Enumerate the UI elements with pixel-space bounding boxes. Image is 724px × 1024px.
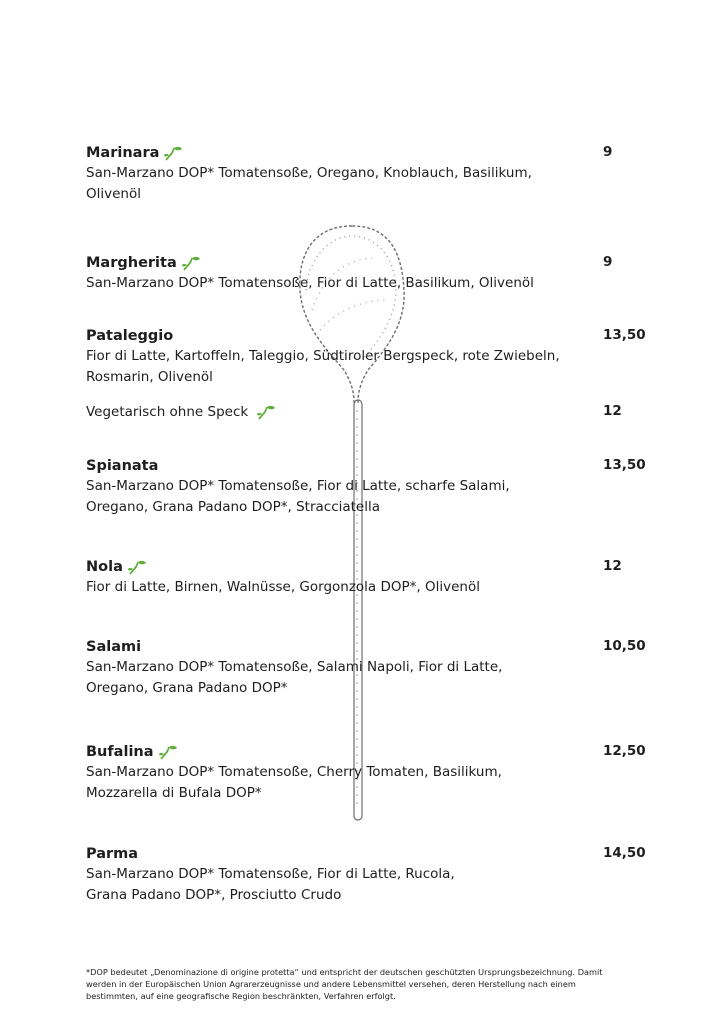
variant-price: 12 <box>603 403 622 419</box>
item-description: San-Marzano DOP* Tomatensoße, Fior di Latte, Rucola, Grana Padano DOP*, Prosciutto Crudo <box>86 866 455 903</box>
item-price: 10,50 <box>603 638 646 654</box>
item-description: San-Marzano DOP* Tomatensoße, Fior di Latte, Basilikum, Olivenöl <box>86 275 534 291</box>
variant-label: Vegetarisch ohne Speck <box>86 404 249 420</box>
item-description: San-Marzano DOP* Tomatensoße, Fior di Latte, scharfe Salami, Oregano, Grana Padano DOP*, Stracciatella <box>86 478 510 515</box>
item-description: San-Marzano DOP* Tomatensoße, Salami Napoli, Fior di Latte, Oregano, Grana Padano DOP* <box>86 659 503 696</box>
item-name: Nola <box>86 559 123 575</box>
item-price: 13,50 <box>603 327 646 343</box>
item-name: Salami <box>86 639 142 655</box>
item-name: Pataleggio <box>86 328 174 344</box>
item-description: San-Marzano DOP* Tomatensoße, Cherry Tomaten, Basilikum, Mozzarella di Bufala DOP* <box>86 764 502 801</box>
item-price: 13,50 <box>603 457 646 473</box>
item-name: Marinara <box>86 145 160 161</box>
menu-item-variant <box>86 401 646 422</box>
item-description: Fior di Latte, Kartoffeln, Taleggio, Südtiroler Bergspeck, rote Zwiebeln, Rosmarin, Olivenöl <box>86 348 560 385</box>
item-price: 14,50 <box>603 845 646 861</box>
leaf-sprout-icon <box>181 255 201 271</box>
menu-item <box>86 556 646 598</box>
item-name: Bufalina <box>86 744 154 760</box>
item-price: 12 <box>603 558 622 574</box>
menu-item <box>86 142 646 205</box>
menu-item <box>86 741 646 804</box>
leaf-sprout-icon <box>158 744 178 760</box>
menu-item <box>86 843 646 906</box>
item-price: 9 <box>603 254 613 270</box>
leaf-sprout-icon <box>163 145 183 161</box>
menu-item <box>86 325 646 388</box>
pizza-peel-illustration <box>292 220 412 830</box>
item-name: Margherita <box>86 255 177 271</box>
dop-footnote: *DOP bedeutet „Denominazione di origine protetta“ und entspricht der deutschen geschützten Ursprungsbezeichnung. Damit werden in der Europäischen Union Agrarerzeugnisse und andere Lebensmittel versehen, deren Herstellung nach einem bestimmten, auf eine geografische Region beschränkten, Verfahren erfolgt. <box>86 967 603 1001</box>
item-name: Spianata <box>86 458 159 474</box>
item-name: Parma <box>86 846 139 862</box>
item-price: 12,50 <box>603 743 646 759</box>
leaf-sprout-icon <box>256 404 276 420</box>
leaf-sprout-icon <box>127 559 147 575</box>
menu-item <box>86 636 646 699</box>
menu-item <box>86 455 646 518</box>
item-description: San-Marzano DOP* Tomatensoße, Oregano, Knoblauch, Basilikum, Olivenöl <box>86 165 532 202</box>
menu-item <box>86 252 646 294</box>
item-description: Fior di Latte, Birnen, Walnüsse, Gorgonzola DOP*, Olivenöl <box>86 579 480 595</box>
item-price: 9 <box>603 144 613 160</box>
